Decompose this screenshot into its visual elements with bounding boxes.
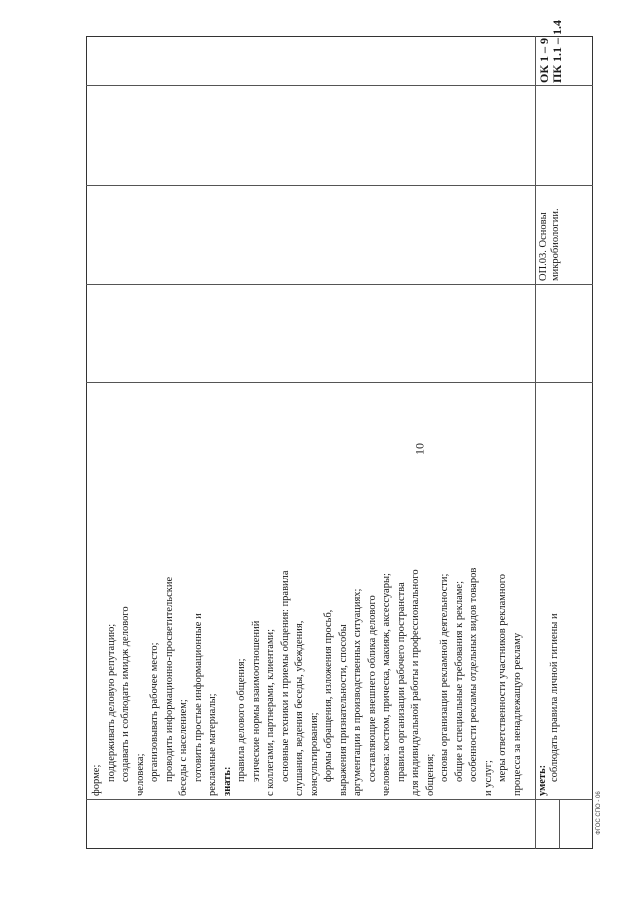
column-divider xyxy=(86,284,593,285)
page-number: 10 xyxy=(412,443,427,455)
content-line: знать: xyxy=(221,766,233,796)
content-line: правила делового общения; xyxy=(236,658,247,782)
competence-code: ОК 1 – 9 xyxy=(537,37,551,83)
content-line: составляющие внешнего облика делового xyxy=(366,595,378,782)
row-divider xyxy=(559,800,560,849)
competence-code: ПК 1.1 – 1.4 xyxy=(550,19,564,83)
content-line: для индивидуальной работы и профессионального xyxy=(410,569,421,796)
content-line: и услуг; xyxy=(482,760,494,796)
knowledge-skills-cell xyxy=(90,568,525,796)
discipline-line: ОП.03. Основы xyxy=(538,212,549,281)
content-line: аргументации в производственных ситуациях; xyxy=(352,588,363,796)
content-line: основы организации рекламной деятельности; xyxy=(439,573,450,782)
content-line: беседы с населением; xyxy=(178,699,189,796)
content-line: готовить простые информационные и xyxy=(192,613,204,782)
content-line: проводить информационно-просветительские xyxy=(163,576,175,782)
column-divider xyxy=(86,85,593,86)
discipline-cell xyxy=(538,208,561,281)
column-divider xyxy=(86,382,593,383)
content-line: процесса за ненадлежащую рекламу xyxy=(511,632,523,796)
skills-label: уметь: xyxy=(537,764,548,796)
content-line: с коллегами, партнерами, клиентами; xyxy=(265,628,276,796)
content-line: этические нормы взаимоотношений xyxy=(250,620,262,782)
content-line: консультирования; xyxy=(308,712,320,796)
content-line: формы обращения, изложения просьб, xyxy=(323,609,334,782)
content-line: слушания, ведения беседы, убеждения, xyxy=(294,620,305,796)
content-line: человека: костюм, прическа, макияж, аксессуары; xyxy=(381,573,392,796)
content-line: общения; xyxy=(424,753,436,796)
skills-row-cell xyxy=(537,613,560,796)
content-line: особенности рекламы отдельных видов товаров xyxy=(468,567,479,782)
content-line: общие и специальные требования к рекламе; xyxy=(453,581,465,782)
footer-code: ФГОС СПО - 06 xyxy=(596,791,602,835)
content-line: основные техники и приемы общения: правила xyxy=(279,570,291,782)
content-line: рекламные материалы; xyxy=(207,693,218,796)
content-line: создавать и соблюдать имидж делового xyxy=(120,606,131,782)
skills-text: соблюдать правила личной гигиены и xyxy=(548,613,560,782)
curriculum-table xyxy=(86,19,593,849)
content-line: поддерживать деловую репутацию; xyxy=(105,623,117,782)
content-line: выражения признательности, способы xyxy=(337,624,349,796)
content-line: организовывать рабочее место; xyxy=(149,642,160,782)
content-line: форме; xyxy=(91,764,102,796)
column-divider xyxy=(86,799,593,800)
column-divider xyxy=(86,185,593,186)
discipline-line: микробиологии. xyxy=(549,208,561,281)
content-line: меры ответственности участников рекламного xyxy=(497,573,508,782)
row-divider xyxy=(535,36,536,849)
content-line: правила организации рабочего пространства xyxy=(395,582,407,782)
content-line: человека; xyxy=(134,753,146,796)
competence-cell xyxy=(538,20,564,83)
